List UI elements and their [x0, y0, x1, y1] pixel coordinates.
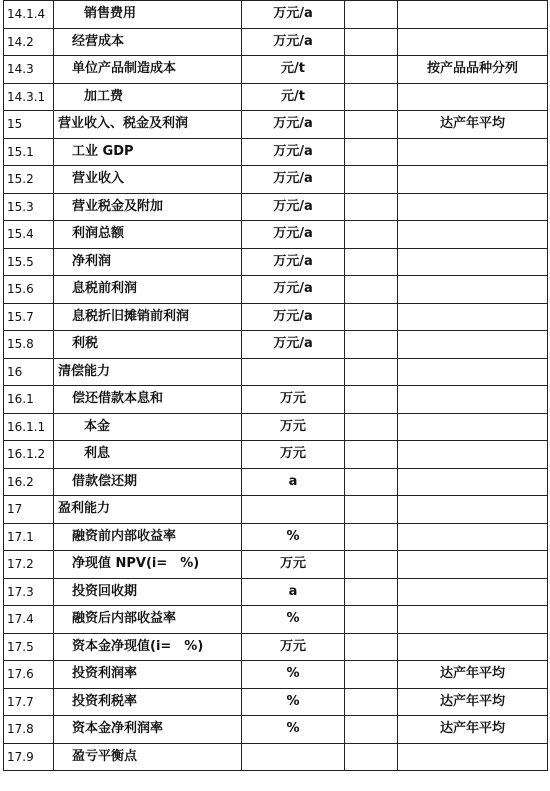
value-cell: [345, 551, 398, 579]
unit-cell: 万元/a: [242, 166, 345, 194]
unit-cell: 元/t: [242, 56, 345, 84]
indicator-name-cell: [54, 413, 242, 441]
unit-cell: 万元: [242, 441, 345, 469]
unit-cell: [242, 496, 345, 524]
value-cell: [345, 1, 398, 29]
remark-cell: [398, 606, 548, 634]
table-row: [4, 688, 548, 716]
row-number: 17.7: [4, 688, 54, 716]
unit-cell: [242, 743, 345, 771]
value-cell: [345, 166, 398, 194]
row-number: 17.8: [4, 716, 54, 744]
value-cell: [345, 523, 398, 551]
value-cell: [345, 358, 398, 386]
row-number: 17.5: [4, 633, 54, 661]
indicator-name-cell: [54, 138, 242, 166]
table-row: [4, 248, 548, 276]
table-row: [4, 331, 548, 359]
indicator-name-cell: [54, 221, 242, 249]
row-number: 14.2: [4, 28, 54, 56]
table-row: [4, 28, 548, 56]
row-number: 15.1: [4, 138, 54, 166]
table-row: [4, 1, 548, 29]
table-row: [4, 386, 548, 414]
value-cell: [345, 303, 398, 331]
table-row: [4, 166, 548, 194]
value-cell: [345, 661, 398, 689]
table-row: [4, 743, 548, 771]
remark-cell: 达产年平均: [398, 111, 548, 139]
unit-cell: %: [242, 688, 345, 716]
row-number: 14.3.1: [4, 83, 54, 111]
remark-cell: [398, 441, 548, 469]
indicator-name-cell: [54, 193, 242, 221]
table-row: [4, 716, 548, 744]
table-row: [4, 221, 548, 249]
remark-cell: [398, 523, 548, 551]
indicator-name: 本金: [84, 418, 111, 434]
indicator-name: 净利润: [72, 253, 112, 269]
row-number: 15.4: [4, 221, 54, 249]
indicator-name-cell: [54, 606, 242, 634]
remark-cell: [398, 248, 548, 276]
table-row: [4, 358, 548, 386]
indicator-name-cell: [54, 331, 242, 359]
value-cell: [345, 331, 398, 359]
unit-cell: 万元/a: [242, 193, 345, 221]
remark-cell: [398, 386, 548, 414]
unit-cell: 万元: [242, 413, 345, 441]
remark-cell: 达产年平均: [398, 716, 548, 744]
table-row: [4, 523, 548, 551]
indicator-name: 息税前利润: [72, 281, 138, 297]
value-cell: [345, 83, 398, 111]
indicator-name-cell: [54, 83, 242, 111]
indicator-name: 融资后内部收益率: [72, 611, 177, 627]
remark-cell: [398, 578, 548, 606]
remark-cell: [398, 551, 548, 579]
row-number: 15.2: [4, 166, 54, 194]
table-row: [4, 413, 548, 441]
remark-cell: [398, 496, 548, 524]
value-cell: [345, 248, 398, 276]
table-row: [4, 441, 548, 469]
value-cell: [345, 221, 398, 249]
indicator-name-cell: [54, 166, 242, 194]
indicator-name: 利息: [84, 446, 111, 462]
value-cell: [345, 413, 398, 441]
table-row: [4, 468, 548, 496]
value-cell: [345, 386, 398, 414]
unit-cell: 元/t: [242, 83, 345, 111]
unit-cell: a: [242, 578, 345, 606]
indicator-name: 销售费用: [84, 6, 137, 22]
row-number: 15: [4, 111, 54, 139]
remark-cell: [398, 1, 548, 29]
indicator-name-cell: [54, 716, 242, 744]
unit-cell: 万元: [242, 633, 345, 661]
indicator-name: 融资前内部收益率: [72, 528, 177, 544]
indicator-name: 利润总额: [72, 226, 125, 242]
unit-cell: 万元/a: [242, 276, 345, 304]
indicator-name-cell: [54, 468, 242, 496]
value-cell: [345, 743, 398, 771]
value-cell: [345, 138, 398, 166]
remark-cell: [398, 303, 548, 331]
remark-cell: 按产品品种分列: [398, 56, 548, 84]
row-number: 17: [4, 496, 54, 524]
value-cell: [345, 276, 398, 304]
table-row: [4, 551, 548, 579]
indicator-name: 营业收入: [72, 171, 125, 187]
table-row: [4, 578, 548, 606]
indicator-name: 加工费: [84, 88, 124, 104]
table-row: [4, 606, 548, 634]
value-cell: [345, 578, 398, 606]
table-row: [4, 496, 548, 524]
table-row: [4, 138, 548, 166]
indicator-name: 投资回收期: [72, 583, 138, 599]
unit-cell: 万元/a: [242, 303, 345, 331]
row-number: 15.5: [4, 248, 54, 276]
remark-cell: [398, 358, 548, 386]
indicator-name: 净现值 NPV(i= %): [72, 556, 200, 572]
value-cell: [345, 28, 398, 56]
table-row: [4, 83, 548, 111]
indicator-name: 资本金净利润率: [72, 721, 164, 737]
table-row: [4, 303, 548, 331]
row-number: 14.3: [4, 56, 54, 84]
remark-cell: [398, 166, 548, 194]
indicator-name-cell: [54, 688, 242, 716]
remark-cell: 达产年平均: [398, 661, 548, 689]
value-cell: [345, 606, 398, 634]
value-cell: [345, 716, 398, 744]
row-number: 16.1.2: [4, 441, 54, 469]
indicator-name-cell: [54, 578, 242, 606]
remark-cell: [398, 193, 548, 221]
indicator-name-cell: [54, 386, 242, 414]
row-number: 15.6: [4, 276, 54, 304]
unit-cell: 万元/a: [242, 221, 345, 249]
indicator-name: 利税: [72, 336, 99, 352]
indicator-name-cell: [54, 358, 242, 386]
indicator-name-cell: [54, 248, 242, 276]
indicator-name: 营业税金及附加: [72, 198, 164, 214]
indicator-name-cell: [54, 1, 242, 29]
indicator-name: 投资利税率: [72, 693, 138, 709]
unit-cell: 万元/a: [242, 248, 345, 276]
table-row: [4, 276, 548, 304]
remark-cell: [398, 743, 548, 771]
value-cell: [345, 111, 398, 139]
row-number: 15.3: [4, 193, 54, 221]
value-cell: [345, 441, 398, 469]
table-row: [4, 193, 548, 221]
value-cell: [345, 468, 398, 496]
unit-cell: a: [242, 468, 345, 496]
unit-cell: [242, 358, 345, 386]
indicator-name-cell: [54, 661, 242, 689]
value-cell: [345, 193, 398, 221]
indicator-name-cell: [54, 743, 242, 771]
indicator-name-cell: [54, 276, 242, 304]
remark-cell: [398, 276, 548, 304]
row-number: 16: [4, 358, 54, 386]
remark-cell: [398, 413, 548, 441]
row-number: 17.2: [4, 551, 54, 579]
indicator-name: 偿还借款本息和: [72, 391, 164, 407]
row-number: 16.1: [4, 386, 54, 414]
table-row: [4, 56, 548, 84]
indicator-name-cell: [54, 496, 242, 524]
indicator-name-cell: [54, 56, 242, 84]
row-number: 16.2: [4, 468, 54, 496]
indicator-table: [3, 0, 548, 771]
indicator-name: 息税折旧摊销前利润: [72, 308, 190, 324]
row-number: 17.1: [4, 523, 54, 551]
row-number: 17.6: [4, 661, 54, 689]
indicator-name-cell: [54, 441, 242, 469]
row-number: 15.7: [4, 303, 54, 331]
remark-cell: [398, 633, 548, 661]
indicator-name-cell: [54, 28, 242, 56]
remark-cell: [398, 28, 548, 56]
unit-cell: %: [242, 716, 345, 744]
unit-cell: %: [242, 523, 345, 551]
row-number: 14.1.4: [4, 1, 54, 29]
unit-cell: 万元/a: [242, 138, 345, 166]
indicator-name: 借款偿还期: [72, 473, 138, 489]
unit-cell: %: [242, 606, 345, 634]
remark-cell: [398, 331, 548, 359]
remark-cell: [398, 83, 548, 111]
table-row: [4, 633, 548, 661]
indicator-name-cell: [54, 111, 242, 139]
table-row: [4, 661, 548, 689]
indicator-name: 单位产品制造成本: [72, 61, 177, 77]
row-number: 17.4: [4, 606, 54, 634]
indicator-name: 营业收入、税金及利润: [58, 116, 189, 132]
indicator-table-body: [4, 1, 548, 771]
unit-cell: 万元/a: [242, 111, 345, 139]
value-cell: [345, 56, 398, 84]
indicator-name: 经营成本: [72, 33, 125, 49]
indicator-name-cell: [54, 551, 242, 579]
remark-cell: [398, 221, 548, 249]
remark-cell: 达产年平均: [398, 688, 548, 716]
row-number: 17.3: [4, 578, 54, 606]
value-cell: [345, 496, 398, 524]
indicator-name-cell: [54, 523, 242, 551]
unit-cell: 万元: [242, 551, 345, 579]
unit-cell: 万元: [242, 386, 345, 414]
unit-cell: 万元/a: [242, 1, 345, 29]
indicator-name: 工业 GDP: [72, 143, 134, 159]
table-row: [4, 111, 548, 139]
remark-cell: [398, 468, 548, 496]
indicator-name-cell: [54, 303, 242, 331]
indicator-name: 投资利润率: [72, 666, 138, 682]
indicator-name-cell: [54, 633, 242, 661]
row-number: 17.9: [4, 743, 54, 771]
value-cell: [345, 688, 398, 716]
row-number: 16.1.1: [4, 413, 54, 441]
indicator-name: 清偿能力: [58, 363, 111, 379]
row-number: 15.8: [4, 331, 54, 359]
value-cell: [345, 633, 398, 661]
unit-cell: %: [242, 661, 345, 689]
unit-cell: 万元/a: [242, 331, 345, 359]
indicator-name: 资本金净现值(i= %): [72, 638, 204, 654]
indicator-name: 盈亏平衡点: [72, 748, 138, 764]
remark-cell: [398, 138, 548, 166]
unit-cell: 万元/a: [242, 28, 345, 56]
indicator-name: 盈利能力: [58, 501, 111, 517]
